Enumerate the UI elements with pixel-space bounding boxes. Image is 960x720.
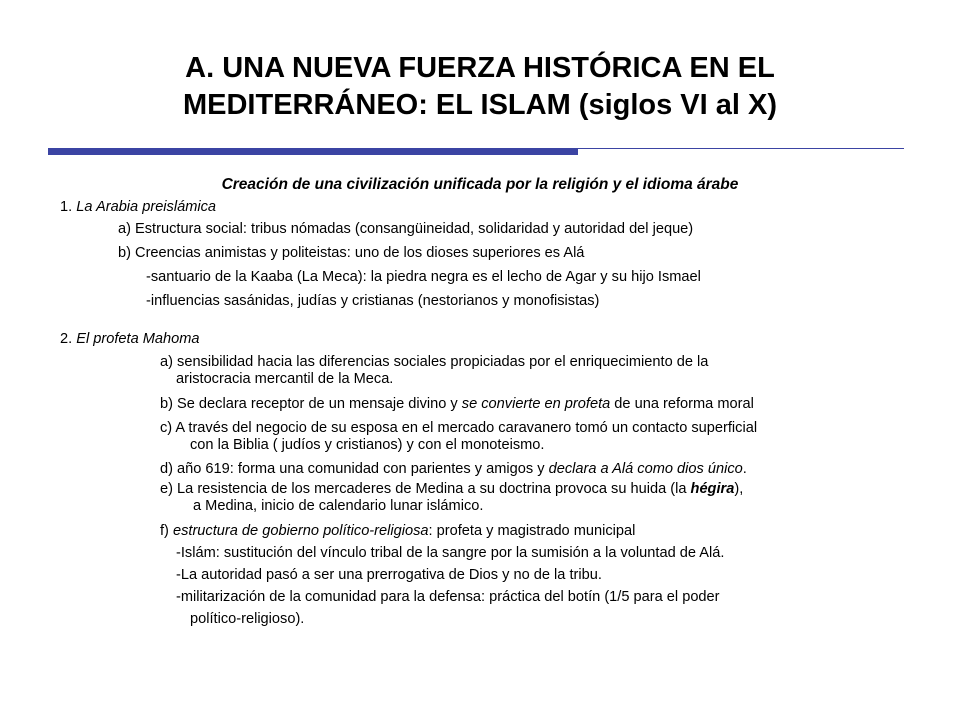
title-underline-thin [578,148,904,149]
section-1-item-a: a) Estructura social: tribus nómadas (consangüineidad, solidaridad y autoridad del jeque) [118,221,694,237]
title-underline-thick [48,148,578,155]
section-2-item-d-emphasis: declara a Alá como dios único [548,461,743,477]
section-2-item-f-pre: f) [160,523,173,539]
section-2-item-a-line-1: a) sensibilidad hacia las diferencias sociales propiciadas por el enriquecimiento de la [160,354,709,370]
slide-title-line-2: MEDITERRÁNEO: EL ISLAM (siglos VI al X) [182,89,778,121]
section-2-item-f-sub-3-line-1: -militarización de la comunidad para la defensa: práctica del botín (1/5 para el poder [176,589,720,605]
section-2-heading [60,331,200,348]
slide-subtitle: Creación de una civilización unificada por la religión y el idioma árabe [221,176,739,193]
section-2-item-b-pre: b) Se declara receptor de un mensaje divino y [160,396,462,412]
section-2-item-b-post: de una reforma moral [610,396,754,412]
section-2-item-d-post: . [742,461,747,477]
section-2-item-e-emphasis: hégira [690,481,735,497]
slide-title-line-1: A. UNA NUEVA FUERZA HISTÓRICA EN EL [185,52,775,84]
section-1-number: 1. [60,199,77,215]
slide-title [60,50,900,124]
section-2-item-f [160,523,635,540]
section-2-item-a-line-2: aristocracia mercantil de la Meca. [176,371,394,387]
section-1-item-b: b) Creencias animistas y politeistas: uno de los dioses superiores es Alá [118,245,585,261]
section-2-item-c-line-1: c) A través del negocio de su esposa en el mercado caravanero tomó un contacto superficial [160,420,758,436]
section-2-number: 2. [60,331,77,347]
section-2-item-d-pre: d) año 619: forma una comunidad con parientes y amigos y [160,461,549,477]
section-2-item-f-emphasis: estructura de gobierno político-religiosa [172,523,429,539]
section-2-item-f-post: : profeta y magistrado municipal [428,523,636,539]
section-2-item-e-line-1 [160,481,743,498]
section-1-title: La Arabia preislámica [76,199,217,215]
section-2-title: El profeta Mahoma [76,331,200,347]
section-2-item-f-sub-3-line-2: político-religioso). [190,611,305,627]
section-2-item-d [160,461,747,478]
section-2-item-e-pre: e) La resistencia de los mercaderes de Medina a su doctrina provoca su huida (la [160,481,691,497]
section-2-item-e-line-2: a Medina, inicio de calendario lunar islámico. [193,498,484,514]
section-2-item-f-sub-2: -La autoridad pasó a ser una prerrogativa de Dios y no de la tribu. [176,567,602,583]
section-2-item-b [160,396,754,413]
section-2-item-f-sub-1: -Islám: sustitución del vínculo tribal de la sangre por la sumisión a la voluntad de Alá. [176,545,725,561]
section-2-item-c-line-2: con la Biblia ( judíos y cristianos) y con el monoteismo. [190,437,545,453]
section-2-item-e-post: ), [734,481,744,497]
section-1-heading [60,199,216,216]
section-2-item-b-emphasis: se convierte en profeta [461,396,611,412]
section-1-item-b-sub-2: -influencias sasánidas, judías y cristianas (nestorianos y monofisistas) [146,293,600,309]
section-1-item-b-sub-1: -santuario de la Kaaba (La Meca): la piedra negra es el lecho de Agar y su hijo Ismael [146,269,701,285]
